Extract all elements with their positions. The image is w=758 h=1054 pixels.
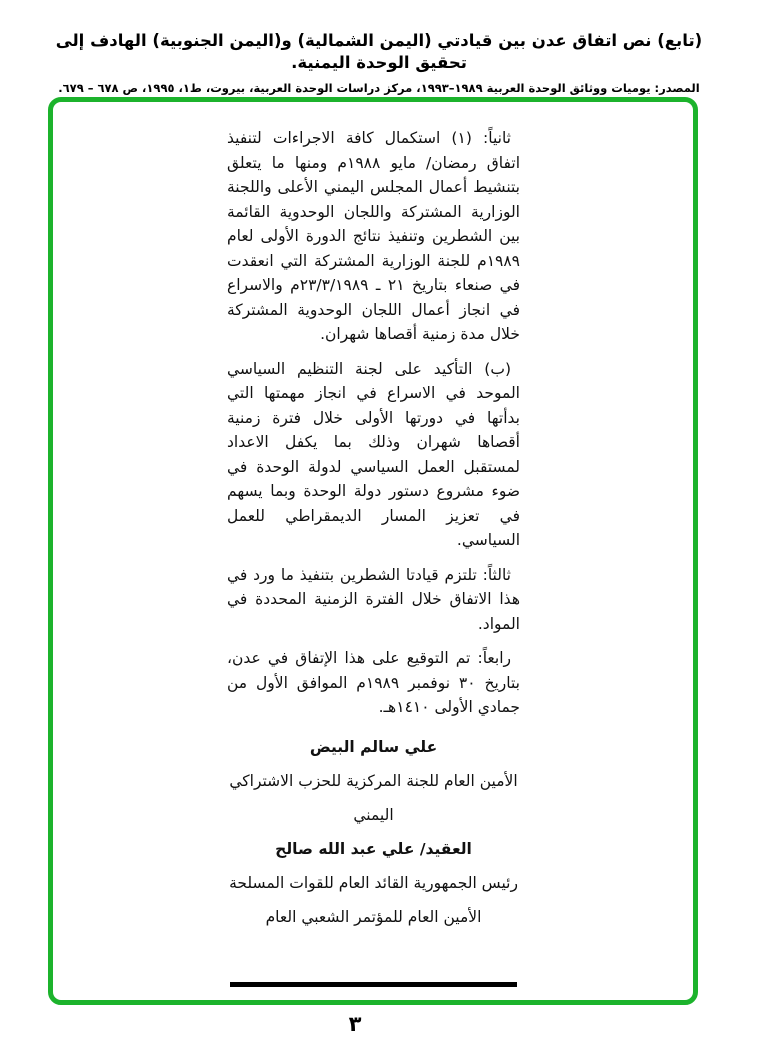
signature-block — [227, 730, 520, 934]
signatory-title-general-peoples-congress: الأمين العام للمؤتمر الشعبي العام — [265, 907, 482, 926]
page-header — [0, 30, 758, 96]
signatory-name-saleh: العقيد/ علي عبد الله صالح — [275, 839, 472, 858]
clause-second-procedures: ثانياً: (١) استكمال كافة الاجراءات لتنفيذ اتفاق رمضان/ مايو ١٩٨٨م ومنها ما يتعلق بتنشيط أعمال المجلس اليمني الأعلى واللجنة الوزارية المشتركة واللجان الوحدوية القائمة بين الشطرين وتنفيذ نتائج الدورة الأولى لعام ١٩٨٩م للجنة الوزارية المشتركة التي انعقدت في صنعاء بتاريخ ٢١ ـ ٢٣/٣/١٩٨٩م والاسراع في انجاز أعمال اللجان الوحدوية المشتركة خلال مدة زمنية أقصاها شهران. — [227, 129, 520, 343]
page-number: ٣ — [348, 1012, 362, 1036]
signature-divider-rule — [230, 982, 517, 987]
signatory-title-president: رئيس الجمهورية القائد العام للقوات المسلحة — [229, 873, 518, 892]
signatory-title-socialist-party: الأمين العام للجنة المركزية للحزب الاشتراكي اليمني — [229, 771, 518, 824]
clause-second-b-political-organization: (ب) التأكيد على لجنة التنظيم السياسي الموحد في الاسراع في انجاز مهمتها التي بدأتها في دورتها الأولى خلال فترة زمنية أقصاها شهران وذلك بما يكفل الاعداد لمستقبل العمل السياسي لدولة الوحدة في ضوء مشروع دستور دولة الوحدة وبما يسهم في تعزيز المسار الديمقراطي للعمل السياسي. — [227, 359, 520, 549]
clause-fourth-signing-date: رابعاً: تم التوقيع على هذا الإتفاق في عدن، بتاريخ ٣٠ نوفمبر ١٩٨٩م الموافق الأول من جمادي الأولى ١٤١٠هـ. — [227, 649, 520, 716]
document-title: (تابع) نص اتفاق عدن بين قيادتي (اليمن الشمالية) و(اليمن الجنوبية) الهادف إلى تحقيق الوحدة اليمنية. — [55, 31, 703, 72]
agreement-body — [227, 126, 520, 987]
agreement-text-frame — [48, 97, 698, 1005]
signatory-name-al-beidh: علي سالم البيض — [309, 737, 438, 756]
document-source-citation: المصدر: يوميات ووثائق الوحدة العربية ١٩٨٩–١٩٩٣، مركز دراسات الوحدة العربية، بيروت، ط١، ١٩٩٥، ص ٦٧٨ – ٦٧٩. — [58, 81, 700, 95]
clause-third-commitment: ثالثاً: تلتزم قيادتا الشطرين بتنفيذ ما ورد في هذا الاتفاق خلال الفترة الزمنية المحددة في المواد. — [227, 565, 520, 633]
